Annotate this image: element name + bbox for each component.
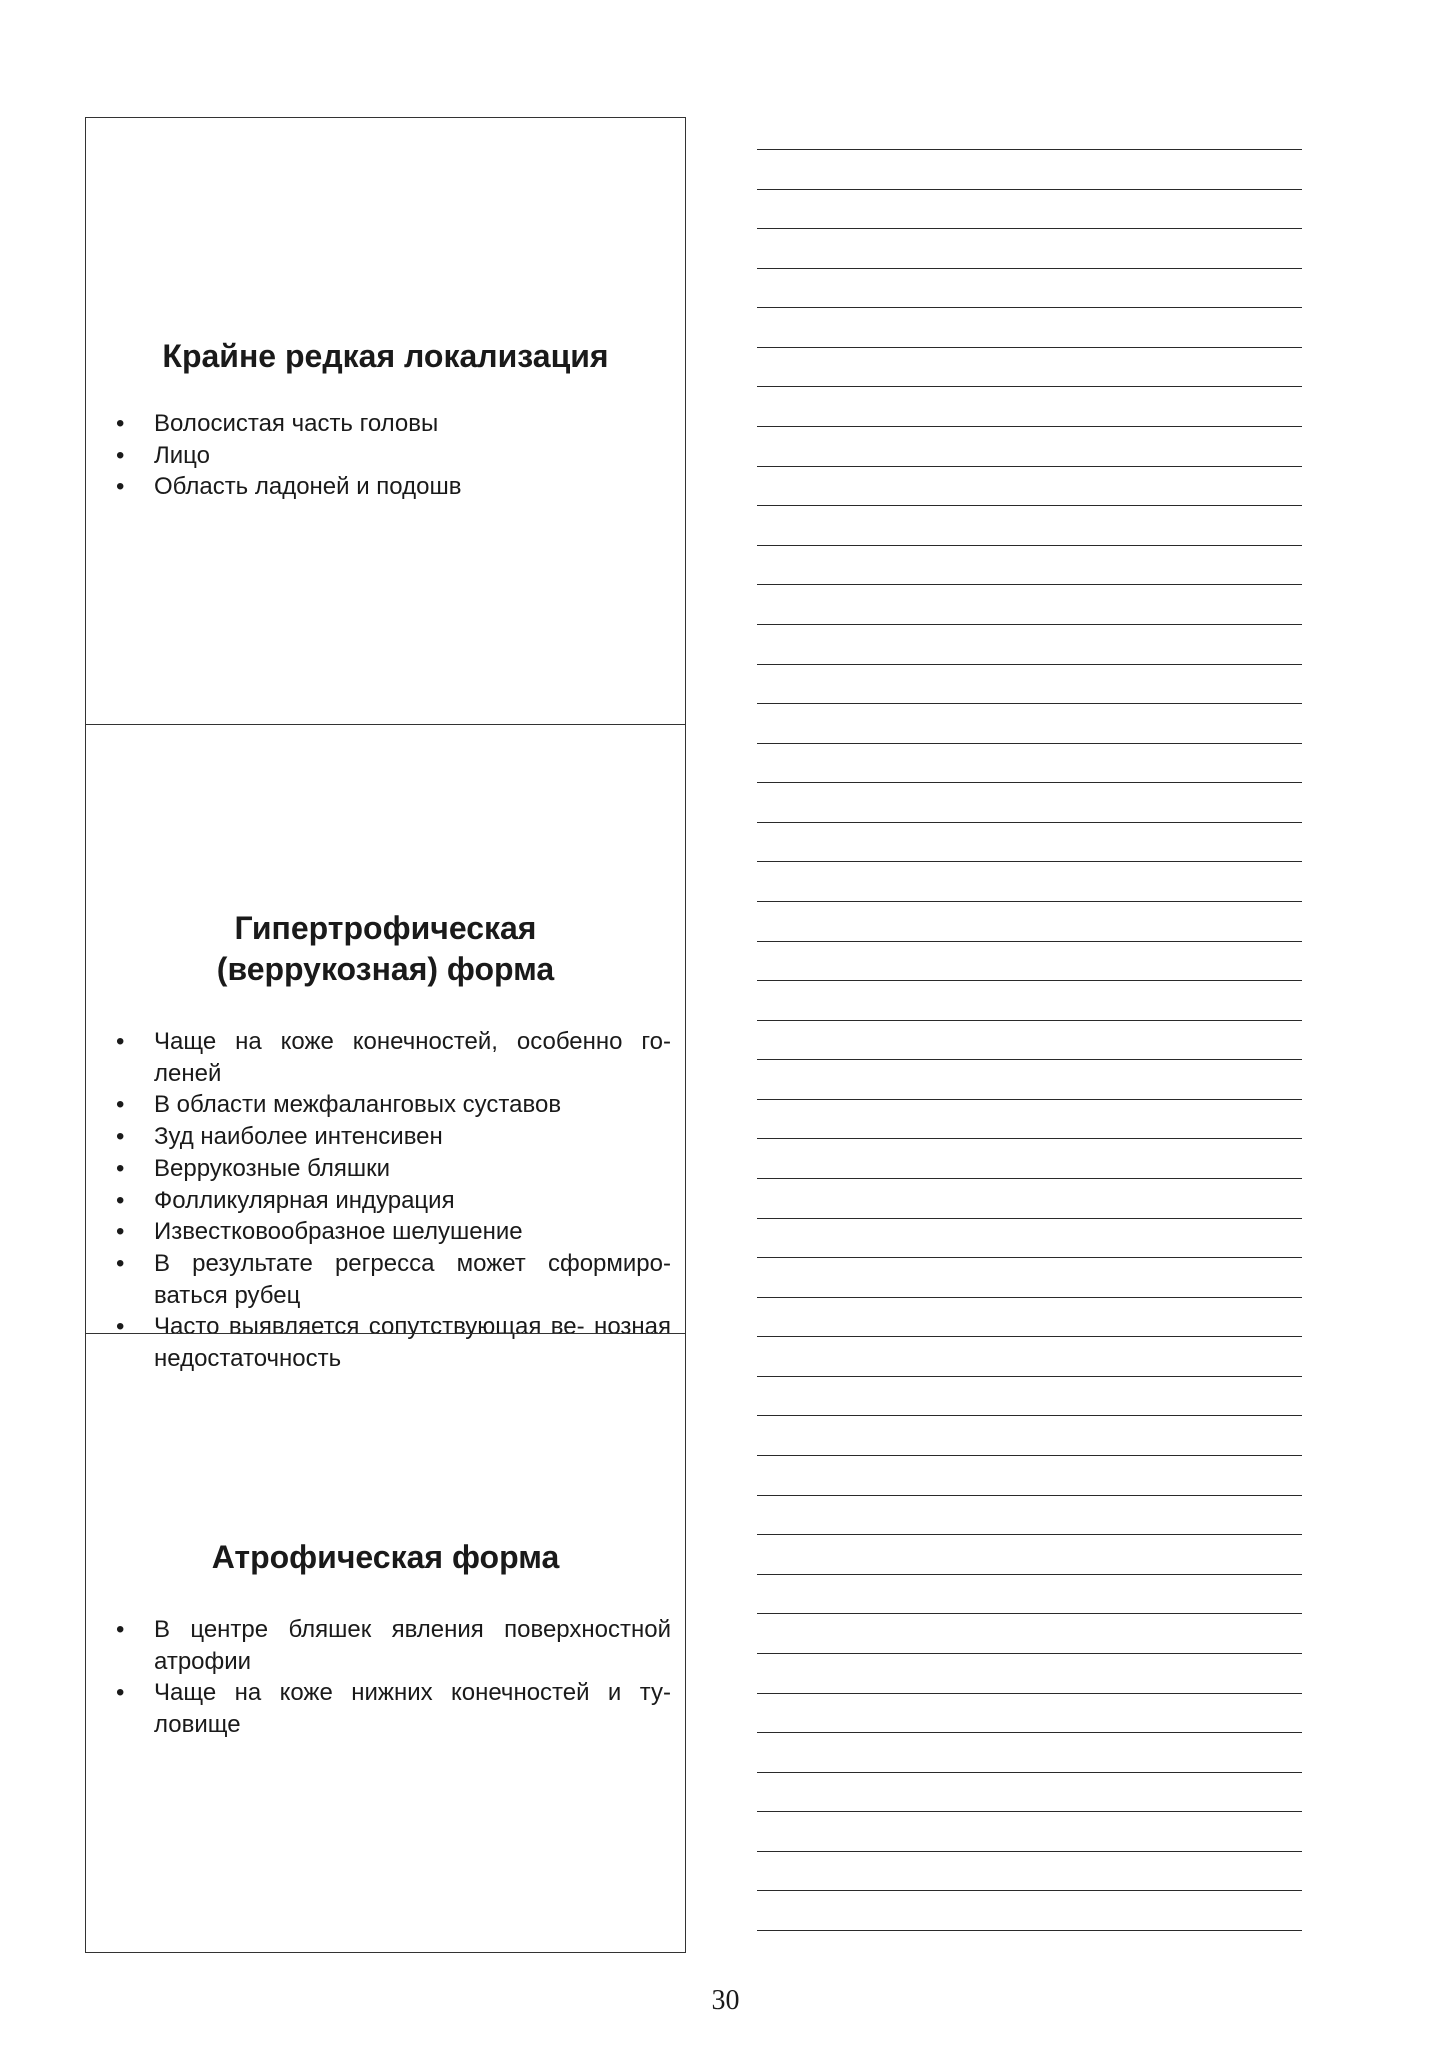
bullet-item: • Чаще на коже нижних конечностей и ту- ловище: [116, 1679, 671, 1739]
bullet-item: • Известковообразное шелушение: [116, 1216, 671, 1248]
bullet-item: • Веррукозные бляшки: [116, 1153, 671, 1185]
bullet-icon: •: [116, 1028, 125, 1055]
note-line: [757, 1297, 1302, 1298]
note-line: [757, 1851, 1302, 1852]
bullet-item: • Часто выявляется сопутствующая ве- нозная недостаточность: [116, 1313, 671, 1373]
note-line: [757, 386, 1302, 387]
slide-hypertrophic-form: [86, 724, 685, 1373]
note-line: [757, 545, 1302, 546]
note-line: [757, 189, 1302, 190]
note-line: [757, 1495, 1302, 1496]
bullet-item: • В области межфаланговых суставов: [116, 1089, 671, 1121]
note-line: [757, 426, 1302, 427]
note-line: [757, 1732, 1302, 1733]
bullet-list: [116, 1614, 671, 1741]
note-line: [757, 782, 1302, 783]
note-line: [757, 1574, 1302, 1575]
bullet-item: • Область ладоней и подошв: [116, 471, 671, 503]
note-line: [757, 1693, 1302, 1694]
note-line: [757, 1930, 1302, 1931]
note-line: [757, 505, 1302, 506]
page-number: 30: [711, 1985, 740, 2016]
bullet-item: • В центре бляшек явления поверхностной атрофии: [116, 1616, 671, 1675]
note-line: [757, 980, 1302, 981]
note-line: [757, 703, 1302, 704]
note-line: [757, 1890, 1302, 1891]
bullet-item: • Лицо: [116, 440, 671, 472]
bullet-icon: •: [116, 1313, 125, 1341]
note-line: [757, 307, 1302, 308]
bullet-icon: •: [116, 1123, 125, 1151]
bullet-icon: •: [116, 410, 125, 437]
slides-column: [85, 117, 686, 1953]
note-line: [757, 1772, 1302, 1773]
note-line: [757, 1534, 1302, 1535]
note-line: [757, 1376, 1302, 1377]
note-line: [757, 1020, 1302, 1021]
bullet-list: [116, 408, 671, 503]
bullet-icon: •: [116, 1186, 125, 1214]
bullet-item: • Фолликулярная индурация: [116, 1185, 671, 1217]
note-line: [757, 149, 1302, 150]
bullet-icon: •: [116, 473, 125, 501]
slide-title: Атрофическая форма: [211, 1539, 560, 1575]
note-line: [757, 624, 1302, 625]
note-line: [757, 268, 1302, 269]
note-line: [757, 1138, 1302, 1139]
bullet-icon: •: [116, 1091, 125, 1119]
bullet-icon: •: [116, 1218, 125, 1246]
note-line: [757, 743, 1302, 744]
note-line: [757, 1336, 1302, 1337]
bullet-icon: •: [116, 1154, 125, 1182]
note-line: [757, 901, 1302, 902]
note-line: [757, 1653, 1302, 1654]
slide-title: Крайне редкая локализация: [162, 338, 609, 374]
slide-title: Гипертрофическая (веррукозная) форма: [216, 910, 555, 987]
bullet-icon: •: [116, 441, 125, 469]
note-line: [757, 1415, 1302, 1416]
note-line: [757, 861, 1302, 862]
note-line: [757, 1257, 1302, 1258]
note-line: [757, 1059, 1302, 1060]
bullet-list: [116, 1026, 671, 1375]
note-line: [757, 1455, 1302, 1456]
note-line: [757, 1099, 1302, 1100]
note-line: [757, 584, 1302, 585]
note-line: [757, 347, 1302, 348]
note-line: [757, 822, 1302, 823]
notes-lines-area: [757, 0, 1302, 2050]
bullet-item: • В результате регресса может сформиро- ваться рубец: [116, 1249, 671, 1309]
note-line: [757, 228, 1302, 229]
note-line: [757, 466, 1302, 467]
note-line: [757, 664, 1302, 665]
bullet-icon: •: [116, 1679, 125, 1707]
slide-atrophic-form: [86, 1333, 685, 1951]
note-line: [757, 941, 1302, 942]
bullet-item: • Зуд наиболее интенсивен: [116, 1121, 671, 1153]
slide-rare-localization: [86, 118, 685, 724]
note-line: [757, 1613, 1302, 1614]
bullet-item: • Чаще на коже конечностей, особенно го- леней: [116, 1028, 671, 1087]
note-line: [757, 1811, 1302, 1812]
bullet-icon: •: [116, 1616, 125, 1643]
note-line: [757, 1178, 1302, 1179]
bullet-item: • Волосистая часть головы: [116, 408, 671, 440]
bullet-icon: •: [116, 1249, 125, 1277]
note-line: [757, 1218, 1302, 1219]
